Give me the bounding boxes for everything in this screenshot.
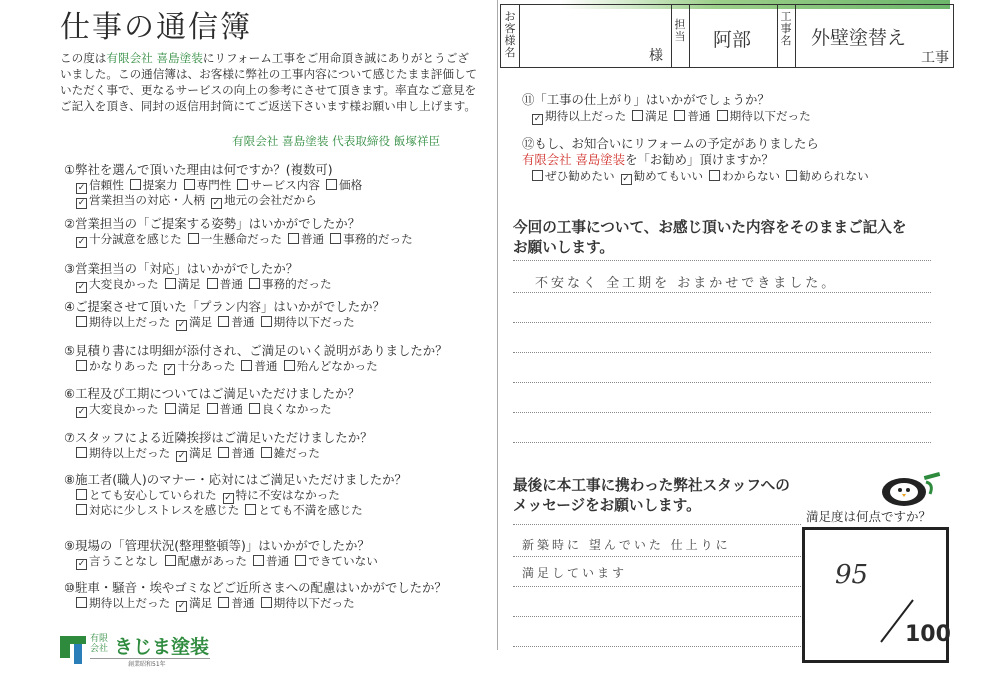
option-questions-2-3[interactable]: [249, 277, 332, 292]
option-label: 対応に少しストレスを感じた: [89, 503, 240, 517]
option-label: 期待以下だった: [729, 109, 811, 123]
option-questions-5-3[interactable]: [249, 402, 332, 417]
checkbox-checked-icon[interactable]: ✓: [77, 183, 86, 193]
option-label: 勧めてもいい: [633, 169, 704, 183]
option-questions-0-3[interactable]: [237, 178, 320, 193]
question-text: ③営業担当の「対応」はいかがでしたか？: [64, 261, 299, 276]
checkbox-icon[interactable]: [218, 447, 229, 458]
question-11: [522, 92, 817, 124]
question-text: ⑨現場の「管理状況(整理整頓等)」はいかがでしたか？: [64, 538, 370, 553]
checkbox-icon[interactable]: [76, 597, 87, 608]
work-suffix: 工事: [921, 50, 949, 66]
question-text-2: を「お勧め」頂けますか？: [625, 152, 774, 167]
intro-text: [60, 50, 480, 114]
option-questions-7-3[interactable]: [245, 503, 362, 518]
question-options: [64, 277, 484, 292]
question-6: [64, 386, 484, 417]
checkbox-checked-icon[interactable]: ✓: [77, 407, 86, 417]
checkbox-icon[interactable]: [253, 555, 264, 566]
option-label: 特に不安はなかった: [235, 488, 340, 502]
checkbox-icon[interactable]: [284, 360, 295, 371]
option-questions-2-2[interactable]: [207, 277, 243, 292]
impression-heading-2: お願いします。: [513, 239, 614, 256]
question-options: [64, 232, 484, 247]
satisfaction-label: 満足度は何点ですか？: [806, 509, 932, 524]
option-questions-4-2[interactable]: [241, 359, 277, 374]
option-questions-0-6[interactable]: [211, 193, 317, 208]
checkbox-checked-icon[interactable]: ✓: [224, 493, 232, 503]
logo-prefix-bottom: 会社: [90, 644, 109, 654]
option-questions-7-2[interactable]: [76, 503, 239, 518]
work-value: 外壁塗替え: [811, 27, 907, 49]
logo-tagline: 創業昭和51年: [128, 661, 166, 668]
customer-suffix: 様: [649, 48, 663, 64]
question-options: [522, 108, 817, 124]
option-questions-3-1[interactable]: [176, 315, 212, 330]
question-4: [64, 299, 484, 330]
checkbox-icon[interactable]: [165, 278, 176, 289]
checkbox-icon[interactable]: [165, 555, 176, 566]
checkbox-checked-icon[interactable]: ✓: [77, 282, 86, 292]
checkbox-icon[interactable]: [237, 179, 248, 190]
option-label: 信頼性: [89, 178, 124, 192]
option-label: わからない: [722, 169, 781, 183]
option-label: 提案力: [142, 178, 178, 192]
option-label: 普通: [266, 554, 290, 568]
logo-prefix-top: 有限: [90, 634, 109, 644]
question-text: ①弊社を選んで頂いた理由は何ですか？(複数可): [64, 162, 333, 177]
question-options: [64, 359, 484, 374]
option-label: 十分あった: [177, 359, 236, 373]
option-label: 価格: [338, 178, 363, 192]
option-label: 満足: [177, 402, 201, 416]
option-label: 期待以下だった: [273, 315, 355, 329]
checkbox-checked-icon[interactable]: ✓: [77, 559, 86, 569]
option-questions-0-2[interactable]: [184, 178, 232, 193]
question-text: ⑧施工者(職人)のマナー・応対にはご満足いただけましたか？: [64, 472, 407, 487]
checkbox-icon[interactable]: [261, 447, 272, 458]
question-text: ⑪「工事の仕上がり」はいかがでしょうか？: [522, 92, 770, 107]
option-questions-7-0[interactable]: [76, 488, 217, 503]
message-heading: [513, 476, 790, 516]
checkbox-icon[interactable]: [288, 233, 299, 244]
option-questions-6-3[interactable]: [261, 446, 320, 461]
option-questions-8-0[interactable]: [76, 554, 159, 569]
checkbox-icon[interactable]: [76, 360, 87, 371]
checkbox-icon[interactable]: [295, 555, 306, 566]
question-1: [64, 162, 484, 208]
option-label: 事務的だった: [343, 232, 413, 246]
question-options: [64, 554, 484, 569]
checkbox-checked-icon[interactable]: ✓: [77, 198, 86, 208]
intro-company: 有限会社 喜島塗装: [106, 51, 203, 65]
checkbox-icon[interactable]: [218, 597, 229, 608]
option-right_questions-0-0[interactable]: [532, 108, 626, 124]
question-company: 有限会社 喜島塗装: [522, 152, 626, 167]
checkbox-checked-icon[interactable]: ✓: [77, 237, 86, 247]
option-label: 普通: [300, 232, 325, 246]
checkbox-checked-icon[interactable]: ✓: [177, 320, 186, 330]
option-right_questions-1-2[interactable]: [709, 168, 780, 184]
question-9: [64, 538, 484, 569]
checkbox-icon[interactable]: [76, 489, 87, 500]
option-label: 地元の会社だから: [223, 193, 317, 207]
question-text: ⑫もし、お知合いにリフォームの予定がありましたら: [522, 136, 819, 151]
option-questions-7-1[interactable]: [223, 488, 340, 503]
checkbox-icon[interactable]: [632, 110, 643, 121]
checkbox-checked-icon[interactable]: ✓: [166, 364, 174, 374]
option-right_questions-0-2[interactable]: [674, 108, 710, 124]
customer-header-table: [500, 4, 954, 68]
question-options: [64, 488, 484, 518]
option-questions-6-2[interactable]: [218, 446, 254, 461]
option-label: 普通: [231, 446, 255, 460]
question-text: ④ご提案させて頂いた「プラン内容」はいかがでしたか？: [64, 299, 385, 314]
option-label: 満足: [189, 446, 213, 460]
option-label: 勧められない: [799, 169, 869, 183]
option-questions-5-2[interactable]: [207, 402, 243, 417]
option-label: 普通: [687, 109, 711, 123]
question-options: [64, 402, 484, 417]
impression-answer: 不安なく 全工期を おまかせできました。: [535, 276, 838, 291]
checkbox-icon[interactable]: [245, 504, 256, 515]
option-questions-8-3[interactable]: [295, 554, 378, 569]
option-label: サービス内容: [250, 178, 320, 192]
checkbox-icon[interactable]: [165, 403, 176, 414]
option-questions-3-0[interactable]: [76, 315, 170, 330]
checkbox-checked-icon[interactable]: ✓: [177, 451, 186, 461]
satisfaction-score-box[interactable]: [802, 527, 949, 663]
checkbox-icon[interactable]: [249, 278, 260, 289]
option-questions-0-4[interactable]: [326, 178, 362, 193]
option-questions-0-1[interactable]: [130, 178, 178, 193]
customer-name-field[interactable]: [519, 5, 672, 67]
signature: 有限会社 喜島塗装 代表取締役 飯塚祥臣: [232, 134, 441, 148]
question-12: [522, 136, 875, 184]
option-label: とても安心していられた: [89, 488, 217, 502]
staff-value: 阿部: [713, 29, 752, 51]
checkbox-checked-icon[interactable]: ✓: [212, 198, 221, 208]
option-questions-9-3[interactable]: [261, 596, 355, 611]
checkbox-icon[interactable]: [330, 233, 341, 244]
staff-field[interactable]: [689, 5, 778, 67]
option-questions-9-1[interactable]: [176, 596, 212, 611]
option-label: 言うことなし: [89, 554, 159, 568]
option-label: 大変良かった: [89, 402, 159, 416]
checkbox-icon[interactable]: [261, 316, 272, 327]
option-questions-2-0[interactable]: [76, 277, 159, 292]
question-text: ⑤見積り書には明細が添付され、ご満足のいく説明がありましたか？: [64, 343, 448, 358]
question-options: [522, 168, 875, 184]
customer-label: お客様名: [504, 10, 516, 59]
option-label: 満足: [189, 596, 213, 610]
checkbox-icon[interactable]: [76, 447, 87, 458]
question-text: ⑦スタッフによる近隣挨拶はご満足いただけましたか？: [64, 430, 373, 445]
question-text: ⑩駐車・騒音・埃やゴミなどご近所さまへの配慮はいかがでしたか？: [64, 580, 447, 595]
option-questions-0-0[interactable]: [76, 178, 124, 193]
question-text-line-2: [522, 152, 875, 168]
option-questions-9-2[interactable]: [218, 596, 254, 611]
option-label: 満足: [645, 109, 669, 123]
checkbox-icon[interactable]: [261, 597, 272, 608]
checkbox-icon[interactable]: [188, 233, 199, 244]
option-questions-0-5[interactable]: [76, 193, 205, 208]
checkbox-icon[interactable]: [76, 316, 87, 327]
option-questions-3-2[interactable]: [218, 315, 254, 330]
question-options: [64, 178, 484, 208]
option-questions-3-3[interactable]: [261, 315, 355, 330]
option-questions-4-1[interactable]: [164, 359, 235, 374]
option-label: 専門性: [196, 178, 232, 192]
option-label: 期待以下だった: [273, 596, 355, 610]
intro-post: にリフォーム工事をご用命頂き誠にありがとうございました。この通信簿は、お客様に弊社の工事内容について感じたまま評価していただく事で、更なるサービスの向上の参考にさせて頂きます。率直なご意見をご記入を頂き、同封の返信用封筒にてご返送下さいます様お願い申し上げます。: [60, 51, 478, 113]
option-label: とても不満を感じた: [258, 503, 363, 517]
message-line-2: 満足しています: [522, 566, 628, 580]
satisfaction-score: 95: [835, 560, 869, 590]
option-questions-6-0[interactable]: [76, 446, 170, 461]
option-questions-1-0[interactable]: [76, 232, 182, 247]
option-right_questions-1-3[interactable]: [786, 168, 869, 184]
option-label: 期待以上だった: [545, 109, 627, 123]
checkbox-icon[interactable]: [76, 504, 87, 515]
checkbox-icon[interactable]: [241, 360, 252, 371]
option-label: 事務的だった: [261, 277, 332, 291]
checkbox-icon[interactable]: [184, 179, 195, 190]
question-options: [64, 446, 484, 461]
satisfaction-max: 100: [905, 622, 951, 647]
question-7: [64, 430, 484, 461]
page-title: 仕事の通信簿: [60, 10, 252, 45]
option-label: 大変良かった: [89, 277, 159, 291]
option-label: 普通: [231, 596, 255, 610]
option-right_questions-1-0[interactable]: [532, 168, 615, 184]
question-text: ⑥工程及び工期についてはご満足いただけましたか？: [64, 386, 360, 401]
option-questions-1-2[interactable]: [288, 232, 324, 247]
checkbox-checked-icon[interactable]: ✓: [533, 114, 542, 124]
option-questions-4-3[interactable]: [284, 359, 378, 374]
message-line-1: 新築時に 望んでいた 仕上りに: [522, 538, 731, 552]
option-label: できていない: [308, 554, 378, 568]
option-label: 普通: [219, 402, 243, 416]
question-8: [64, 472, 484, 518]
question-5: [64, 343, 484, 374]
option-label: 配慮があった: [177, 554, 248, 568]
option-label: かなりあった: [89, 359, 159, 373]
checkbox-icon[interactable]: [207, 278, 218, 289]
option-label: 満足: [177, 277, 201, 291]
option-label: 期待以上だった: [89, 596, 171, 610]
option-right_questions-1-1[interactable]: [621, 168, 704, 184]
question-text: ②営業担当の「ご提案する姿勢」はいかがでしたか？: [64, 216, 361, 231]
checkbox-icon[interactable]: [218, 316, 229, 327]
checkbox-icon[interactable]: [717, 110, 728, 121]
checkbox-icon[interactable]: [674, 110, 685, 121]
option-label: 一生懸命だった: [200, 232, 282, 246]
penguin-mascot-icon: [880, 466, 944, 506]
option-label: 期待以上だった: [89, 446, 171, 460]
logo-name: きじま塗装: [114, 636, 210, 658]
option-questions-8-2[interactable]: [253, 554, 289, 569]
work-field[interactable]: [797, 5, 953, 67]
message-heading-2: メッセージをお願いします。: [513, 497, 701, 514]
option-label: 営業担当の対応・人柄: [89, 193, 205, 207]
option-label: 満足: [189, 315, 213, 329]
message-heading-1: 最後に本工事に携わった弊社スタッフへの: [513, 477, 790, 494]
question-10: [64, 580, 484, 611]
option-questions-1-3[interactable]: [330, 232, 413, 247]
checkbox-checked-icon[interactable]: ✓: [177, 601, 186, 611]
option-questions-2-1[interactable]: [165, 277, 201, 292]
checkbox-checked-icon[interactable]: ✓: [622, 174, 630, 184]
option-questions-9-0[interactable]: [76, 596, 170, 611]
checkbox-icon[interactable]: [786, 170, 797, 181]
option-label: ぜひ勧めたい: [545, 169, 615, 183]
question-2: [64, 216, 484, 247]
option-label: 殆んどなかった: [296, 359, 378, 373]
option-right_questions-0-3[interactable]: [717, 108, 811, 124]
option-label: 十分誠意を感じた: [89, 232, 182, 246]
option-questions-1-1[interactable]: [188, 232, 282, 247]
center-divider: [497, 0, 498, 650]
question-3: [64, 261, 484, 292]
checkbox-icon[interactable]: [532, 170, 543, 181]
option-label: 良くなかった: [261, 402, 332, 416]
checkbox-icon[interactable]: [326, 179, 337, 190]
question-options: [64, 596, 484, 611]
staff-label: 担当: [674, 18, 686, 43]
option-questions-8-1[interactable]: [165, 554, 247, 569]
checkbox-icon[interactable]: [709, 170, 720, 181]
checkbox-icon[interactable]: [249, 403, 260, 414]
intro-pre: この度は: [60, 51, 107, 65]
option-label: 普通: [231, 315, 255, 329]
option-label: 期待以上だった: [89, 315, 171, 329]
company-logo: [60, 632, 220, 672]
work-label: 工事名: [780, 10, 792, 47]
option-right_questions-0-1[interactable]: [632, 108, 668, 124]
option-questions-6-1[interactable]: [176, 446, 212, 461]
impression-heading: [513, 218, 906, 258]
checkbox-icon[interactable]: [207, 403, 218, 414]
option-questions-5-1[interactable]: [165, 402, 201, 417]
option-questions-5-0[interactable]: [76, 402, 159, 417]
option-label: 普通: [219, 277, 243, 291]
option-questions-4-0[interactable]: [76, 359, 158, 374]
option-label: 普通: [254, 359, 278, 373]
question-options: [64, 315, 484, 330]
option-label: 雑だった: [273, 446, 320, 460]
impression-heading-1: 今回の工事について、お感じ頂いた内容をそのままご記入を: [513, 219, 907, 236]
checkbox-icon[interactable]: [130, 179, 141, 190]
